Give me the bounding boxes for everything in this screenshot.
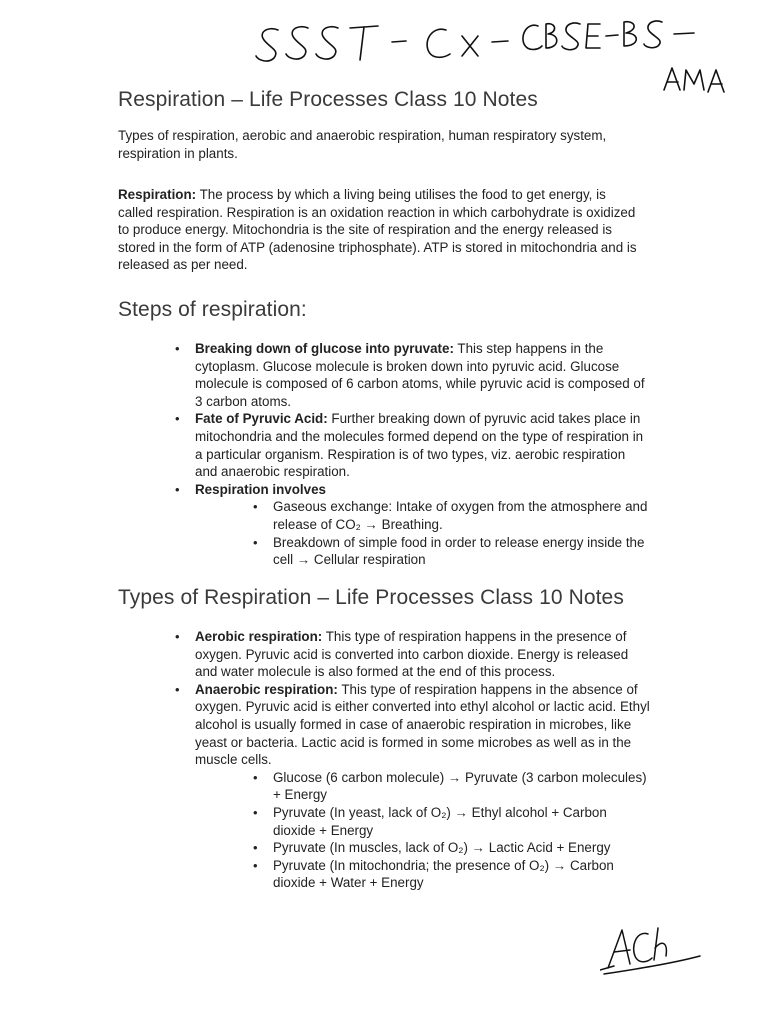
types-list (175, 628, 650, 892)
list-item: • Gaseous exchange: Intake of oxygen from the atmosphere and release of CO₂ → Breathing. (253, 498, 650, 533)
type-text: This type of respiration happens in the presence of oxygen. Pyruvic acid is converted into carbon dioxide. Energy is released and water molecule is also formed at the end of this process. (195, 629, 629, 680)
respiration-definition (118, 186, 638, 274)
steps-list (175, 340, 650, 569)
list-item (175, 681, 650, 892)
list-item (175, 481, 650, 569)
type-term: Aerobic respiration: (195, 629, 323, 644)
list-item (175, 628, 650, 681)
list-item: • Glucose (6 carbon molecule) → Pyruvate (3 carbon molecules) + Energy (253, 769, 650, 804)
steps-heading: Steps of respiration: (118, 298, 307, 321)
list-item (175, 410, 650, 480)
list-item: • Pyruvate (In yeast, lack of O₂) → Ethyl alcohol + Carbon dioxide + Energy (253, 804, 650, 839)
types-heading: Types of Respiration – Life Processes Class 10 Notes (118, 586, 624, 609)
page-title: Respiration – Life Processes Class 10 Notes (118, 88, 538, 111)
step-term: Breaking down of glucose into pyruvate: (195, 341, 454, 356)
step-term: Fate of Pyruvic Acid: (195, 411, 328, 427)
respiration-term: Respiration: (118, 187, 197, 202)
involves-list (253, 498, 650, 568)
reactions-list (253, 769, 650, 892)
step-text: Further breaking down of pyruvic acid takes place in mitochondria and the molecules formed depend on the type of respiration in a particular organism. Respiration is of two types, viz. aerobic respiration and anaerobic respiration. (195, 411, 644, 480)
type-text: This type of respiration happens in the absence of oxygen. Pyruvic acid is either converted into ethyl alcohol or lactic acid. Ethyl alcohol is usually formed in case of anaerobic respiration in microbes, like yeast or bacteria. Lactic acid is formed in some microbes as well as in the muscle cells. (195, 681, 650, 768)
list-item (175, 340, 650, 410)
type-term: Anaerobic respiration: (195, 681, 338, 697)
signature (600, 920, 710, 980)
list-item: • Breakdown of simple food in order to release energy inside the cell → Cellular respiration (253, 534, 650, 569)
intro-paragraph: Types of respiration, aerobic and anaerobic respiration, human respiratory system, respiration in plants. (118, 128, 607, 161)
list-item: • Pyruvate (In muscles, lack of O₂) → Lactic Acid + Energy (253, 839, 650, 857)
list-item: • Pyruvate (In mitochondria; the presence of O₂) → Carbon dioxide + Water + Energy (253, 857, 650, 892)
respiration-text: The process by which a living being utilises the food to get energy, is called respiration. Respiration is an oxidation reaction in which carbohydrate is oxidized to produce energy. Mitochondria is the site of respiration and the energy released is stored in the form of ATP (adenosine triphosphate). ATP is stored in mitochondria and is released as per need. (118, 187, 637, 273)
handwritten-header (250, 12, 730, 97)
step-term: Respiration involves (195, 481, 326, 497)
step-text: This step happens in the cytoplasm. Glucose molecule is broken down into pyruvic acid. Glucose molecule is composed of 6 carbon atoms, while pyruvic acid is composed of 3 carbon atoms. (195, 341, 645, 409)
